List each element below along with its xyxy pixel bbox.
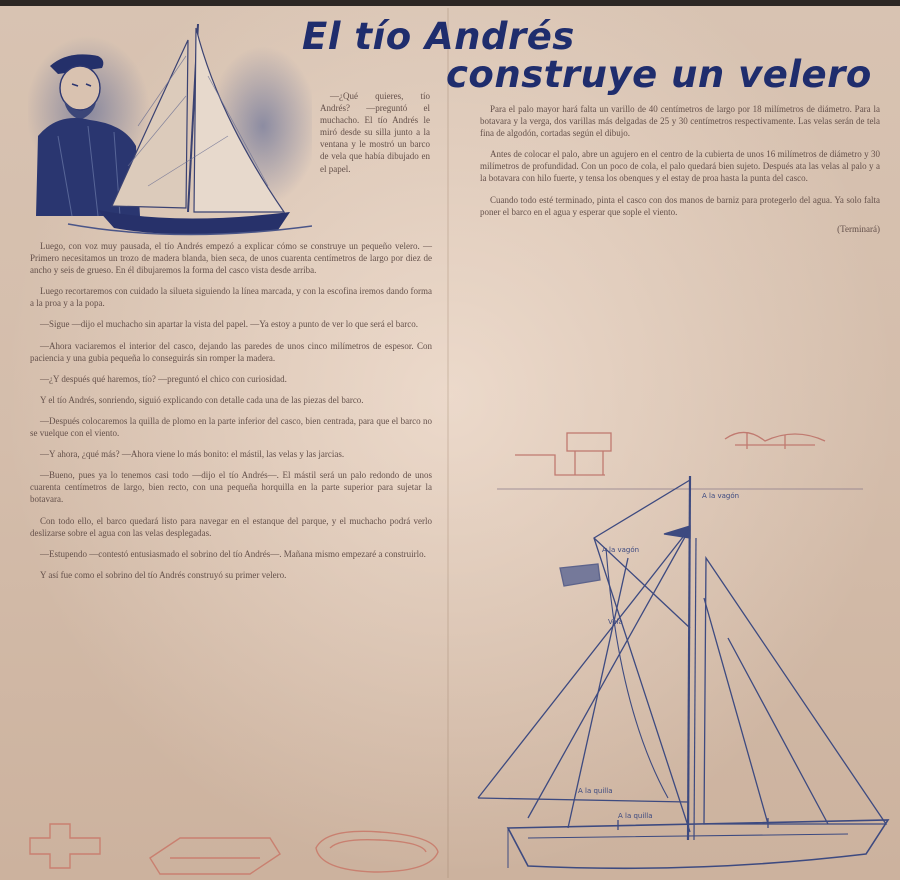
hull-label: A la quilla <box>578 787 613 795</box>
boom-label: A la vagón <box>602 546 640 554</box>
paragraph: Y el tío Andrés, sonriendo, siguió explicando con detalle cada una de las piezas del barco. <box>40 394 364 405</box>
mast-label: A la vagón <box>702 492 740 500</box>
to-be-continued-note: (Terminará) <box>837 223 880 234</box>
paragraph: Luego, con voz muy pausada, el tío Andrés empezó a explicar cómo se construye un pequeño velero. —Primero necesitamos un trozo de madera blanda, bien seca, de unos cuarenta centímetros de largo por diez de ancho y seis de grueso. En él dibujaremos la forma del casco vista desde arriba. <box>30 241 432 276</box>
paragraph: Con todo ello, el barco quedará listo para navegar en el estanque del parque, y el muchacho podrá verlo deslizarse sobre el agua con las velas desplegadas. <box>30 515 432 538</box>
article-title-line-2: construye un velero <box>446 53 872 96</box>
paragraph: —¿Y después qué haremos, tío? —preguntó el chico con curiosidad. <box>40 373 287 384</box>
left-text-column <box>30 240 432 590</box>
paragraph: Cuando todo esté terminado, pinta el casco con dos manos de barniz para protegerlo del agua. Ya solo falta poner el barco en el agua y esperar que sople el viento. <box>480 194 880 217</box>
sail-label: Vela <box>608 618 623 626</box>
paragraph: Luego recortaremos con cuidado la silueta siguiendo la línea marcada, y con la escofina iremos dando forma a la proa y a la popa. <box>30 286 432 309</box>
paragraph: Para el palo mayor hará falta un varillo de 40 centímetros de largo por 18 milímetros de diámetro. Para la botavara y la verga, dos varillas más delgadas de 25 y 30 centímetros respectivamente. Las velas serán de tela fina de algodón, cortadas según el dibujo. <box>480 104 880 139</box>
paragraph: —Y ahora, ¿qué más? —Ahora viene lo más bonito: el mástil, las velas y las jarcias. <box>40 449 345 460</box>
hull-pieces-sketches <box>10 818 455 880</box>
paragraph: —Después colocaremos la quilla de plomo en la parte inferior del casco, bien centrada, para que el barco no se vuelque con el viento. <box>30 415 432 439</box>
right-text-column <box>480 103 880 244</box>
sailboat-plan-diagram <box>468 468 898 880</box>
article-title-line-1: El tío Andrés <box>302 15 575 58</box>
intro-paragraph: —¿Qué quieres, tío Andrés? —preguntó el muchacho. El tío Andrés le miró desde su silla junto a la ventana y le mostró un barco de vela que había dibujado en el papel. <box>320 91 430 174</box>
intro-column <box>320 90 430 184</box>
paragraph: Y así fue como el sobrino del tío Andrés construyó su primer velero. <box>40 569 287 580</box>
bottom-label: A la quilla <box>618 812 653 820</box>
paragraph: Antes de colocar el palo, abre un agujero en el centro de la cubierta de unos 16 milímetros de diámetro y 30 milímetros de profundidad. Con un poco de cola, el palo quedará bien sujeto. Después ata las velas al palo y a la botavara con hilo fuerte, y tensa los obenques y el estay de proa hasta la punta del casco. <box>480 149 880 184</box>
sailor-sailboat-illustration <box>28 16 312 242</box>
page-fold <box>447 8 449 878</box>
page-top-edge <box>0 0 900 6</box>
paragraph: —Sigue —dijo el muchacho sin apartar la vista del papel. —Ya estoy a punto de ver lo que será el barco. <box>40 319 418 330</box>
paragraph: —Estupendo —contestó entusiasmado el sobrino del tío Andrés—. Mañana mismo empezaré a construirlo. <box>40 548 426 559</box>
paragraph: —Ahora vaciaremos el interior del casco, dejando las paredes de unos cinco milímetros de espesor. Con paciencia y una gubia pequeña lo conseguirás sin romper la madera. <box>30 340 432 363</box>
paragraph: —Bueno, pues ya lo tenemos casi todo —dijo el tío Andrés—. El mástil será un palo redondo de unos cuarenta centímetros de largo, bien recto, con una pequeña horquilla en la parte superior para sujetar la botavara. <box>30 470 432 505</box>
